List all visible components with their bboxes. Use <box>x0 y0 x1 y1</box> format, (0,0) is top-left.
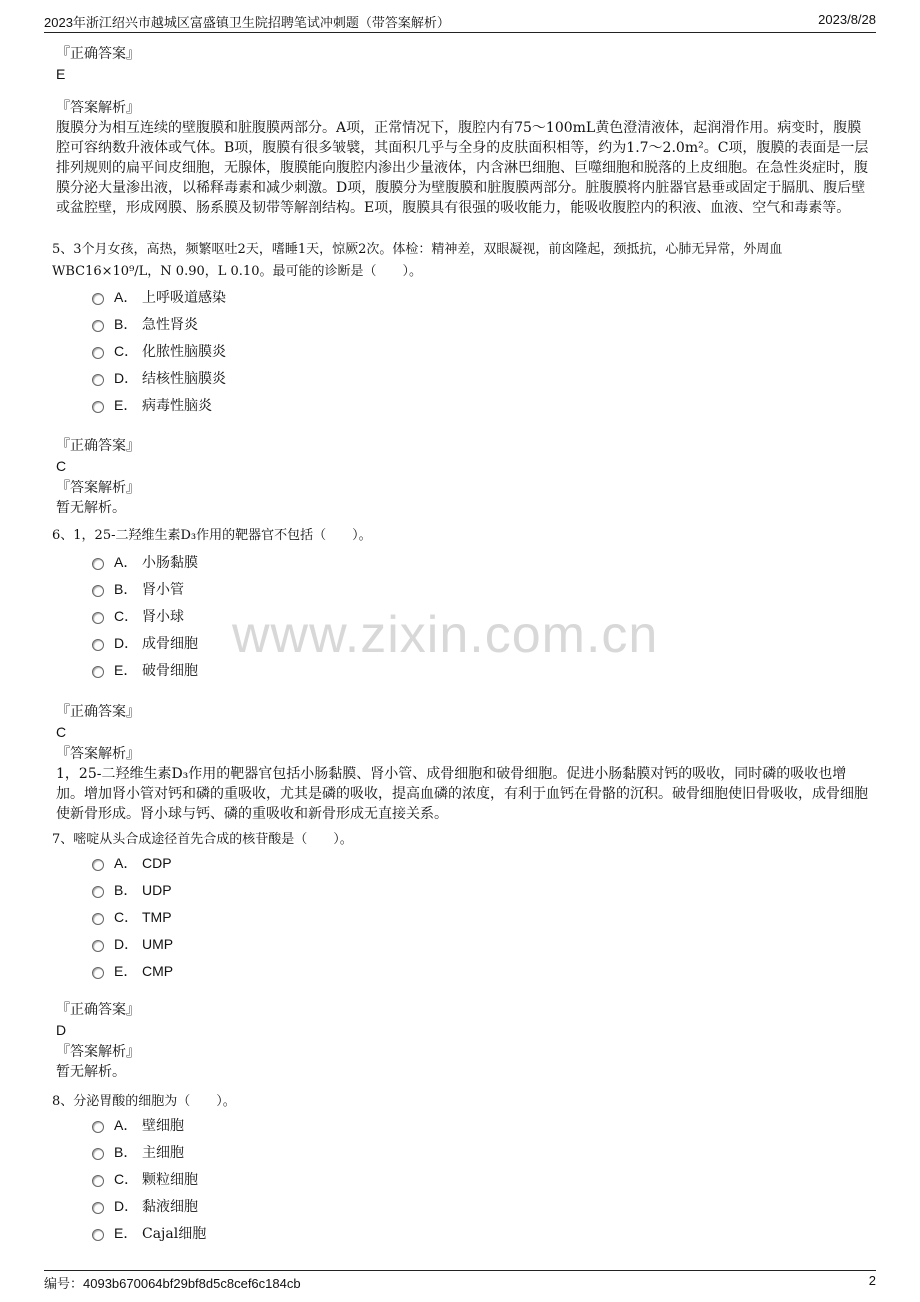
option-a[interactable]: A． 上呼吸道感染 <box>92 283 226 310</box>
radio-button[interactable] <box>92 639 104 651</box>
radio-button[interactable] <box>92 320 104 332</box>
answer-block <box>56 436 870 518</box>
analysis-text: 暂无解析。 <box>56 500 126 516</box>
radio-button[interactable] <box>92 1121 104 1133</box>
analysis-label: 『答案解析』 <box>56 1044 140 1060</box>
option-a[interactable]: A． 壁细胞 <box>92 1111 206 1138</box>
radio-button[interactable] <box>92 967 104 979</box>
correct-answer-label: 『正确答案』 <box>56 46 140 62</box>
radio-button[interactable] <box>92 913 104 925</box>
analysis-label: 『答案解析』 <box>56 746 140 762</box>
option-c[interactable]: C． TMP <box>92 903 173 930</box>
option-e[interactable]: E． 病毒性脑炎 <box>92 391 226 418</box>
option-d[interactable]: D． 黏液细胞 <box>92 1192 206 1219</box>
question-stem: 6、1，25-二羟维生素D₃作用的靶器官不包括（ ）。 <box>52 528 372 543</box>
option-e[interactable]: E． CMP <box>92 957 173 984</box>
analysis-label: 『答案解析』 <box>56 480 140 496</box>
serial-number: 编号：4093b670064bf29bf8d5c8cef6c184cb <box>44 1276 301 1291</box>
radio-button[interactable] <box>92 1202 104 1214</box>
question-stem: 5、3个月女孩，高热，频繁呕吐2天，嗜睡1天，惊厥2次。体检：精神差，双眼凝视，前囟隆起，颈抵抗，心肺无异常，外周血WBC16×10⁹/L，N 0.90，L 0.10。最可能的诊断是（ ）。 <box>52 242 783 279</box>
question-stem: 8、分泌胃酸的细胞为（ ）。 <box>52 1094 236 1109</box>
options-list <box>92 1111 206 1246</box>
page-number: 2 <box>868 1273 876 1288</box>
analysis-text: 1，25-二羟维生素D₃作用的靶器官包括小肠黏膜、肾小管、成骨细胞和破骨细胞。促进小肠黏膜对钙的吸收，同时磷的吸收也增加。增加肾小管对钙和磷的重吸收，尤其是磷的吸收，提高血磷的浓度，有利于血钙在骨骼的沉积。破骨细胞使旧骨吸收，成骨细胞使新骨形成。肾小球与钙、磷的重吸收和新骨形成无直接关系。 <box>56 766 868 822</box>
prev-answer-block <box>56 44 870 84</box>
radio-button[interactable] <box>92 1229 104 1241</box>
watermark: www.zixin.com.cn <box>232 606 659 664</box>
option-d[interactable]: D． UMP <box>92 930 173 957</box>
analysis-text: 暂无解析。 <box>56 1064 126 1080</box>
answer-block <box>56 702 870 824</box>
question-stem: 7、嘧啶从头合成途径首先合成的核苷酸是（ ）。 <box>52 832 353 847</box>
correct-answer: C <box>56 724 67 740</box>
radio-button[interactable] <box>92 401 104 413</box>
correct-answer: C <box>56 458 67 474</box>
option-a[interactable]: A． 小肠黏膜 <box>92 548 198 575</box>
radio-button[interactable] <box>92 612 104 624</box>
correct-answer-label: 『正确答案』 <box>56 704 140 720</box>
radio-button[interactable] <box>92 886 104 898</box>
analysis-text: 腹膜分为相互连续的壁腹膜和脏腹膜两部分。A项，正常情况下，腹腔内有75～100mL黄色澄清液体，起润滑作用。病变时，腹膜腔可容纳数升液体或气体。B项，腹膜有很多皱襞，其面积几乎与全身的皮肤面积相等，约为1.7～2.0m²。C项，腹膜的表面是一层排列规则的扁平间皮细胞，无腺体，腹膜能向腹腔内渗出少量液体，内含淋巴细胞、巨噬细胞和脱落的上皮细胞。在急性炎症时，腹膜分泌大量渗出液，以稀释毒素和减少刺激。D项，腹膜分为壁腹膜和脏腹膜两部分。脏腹膜将内脏器官悬垂或固定于膈肌、腹后壁或盆腔壁，形成网膜、肠系膜及韧带等解剖结构。E项，腹膜具有很强的吸收能力，能吸收腹腔内的积液、血液、空气和毒素等。 <box>56 120 869 216</box>
radio-button[interactable] <box>92 293 104 305</box>
options-list <box>92 283 226 418</box>
option-b[interactable]: B． 主细胞 <box>92 1138 206 1165</box>
correct-answer-label: 『正确答案』 <box>56 438 140 454</box>
options-list <box>92 849 173 984</box>
option-b[interactable]: B． UDP <box>92 876 173 903</box>
option-d[interactable]: D． 结核性脑膜炎 <box>92 364 226 391</box>
option-e[interactable]: E． Cajal细胞 <box>92 1219 206 1246</box>
correct-answer: E <box>56 66 66 82</box>
document-title: 2023年浙江绍兴市越城区富盛镇卫生院招聘笔试冲刺题（带答案解析） <box>44 15 450 30</box>
radio-button[interactable] <box>92 374 104 386</box>
option-c[interactable]: C． 化脓性脑膜炎 <box>92 337 226 364</box>
radio-button[interactable] <box>92 1175 104 1187</box>
option-c[interactable]: C． 颗粒细胞 <box>92 1165 206 1192</box>
prev-analysis-block <box>56 98 870 218</box>
radio-button[interactable] <box>92 666 104 678</box>
options-list <box>92 548 198 683</box>
analysis-label: 『答案解析』 <box>56 100 140 116</box>
option-a[interactable]: A． CDP <box>92 849 173 876</box>
page-header <box>44 12 876 33</box>
radio-button[interactable] <box>92 1148 104 1160</box>
option-e[interactable]: E． 破骨细胞 <box>92 656 198 683</box>
option-c[interactable]: C． 肾小球 <box>92 602 198 629</box>
radio-button[interactable] <box>92 347 104 359</box>
option-b[interactable]: B． 急性肾炎 <box>92 310 226 337</box>
radio-button[interactable] <box>92 585 104 597</box>
radio-button[interactable] <box>92 859 104 871</box>
correct-answer-label: 『正确答案』 <box>56 1002 140 1018</box>
answer-block <box>56 1000 870 1082</box>
radio-button[interactable] <box>92 940 104 952</box>
option-b[interactable]: B． 肾小管 <box>92 575 198 602</box>
radio-button[interactable] <box>92 558 104 570</box>
option-d[interactable]: D． 成骨细胞 <box>92 629 198 656</box>
document-date: 2023/8/28 <box>818 12 876 27</box>
page-footer <box>44 1270 876 1293</box>
correct-answer: D <box>56 1022 67 1038</box>
